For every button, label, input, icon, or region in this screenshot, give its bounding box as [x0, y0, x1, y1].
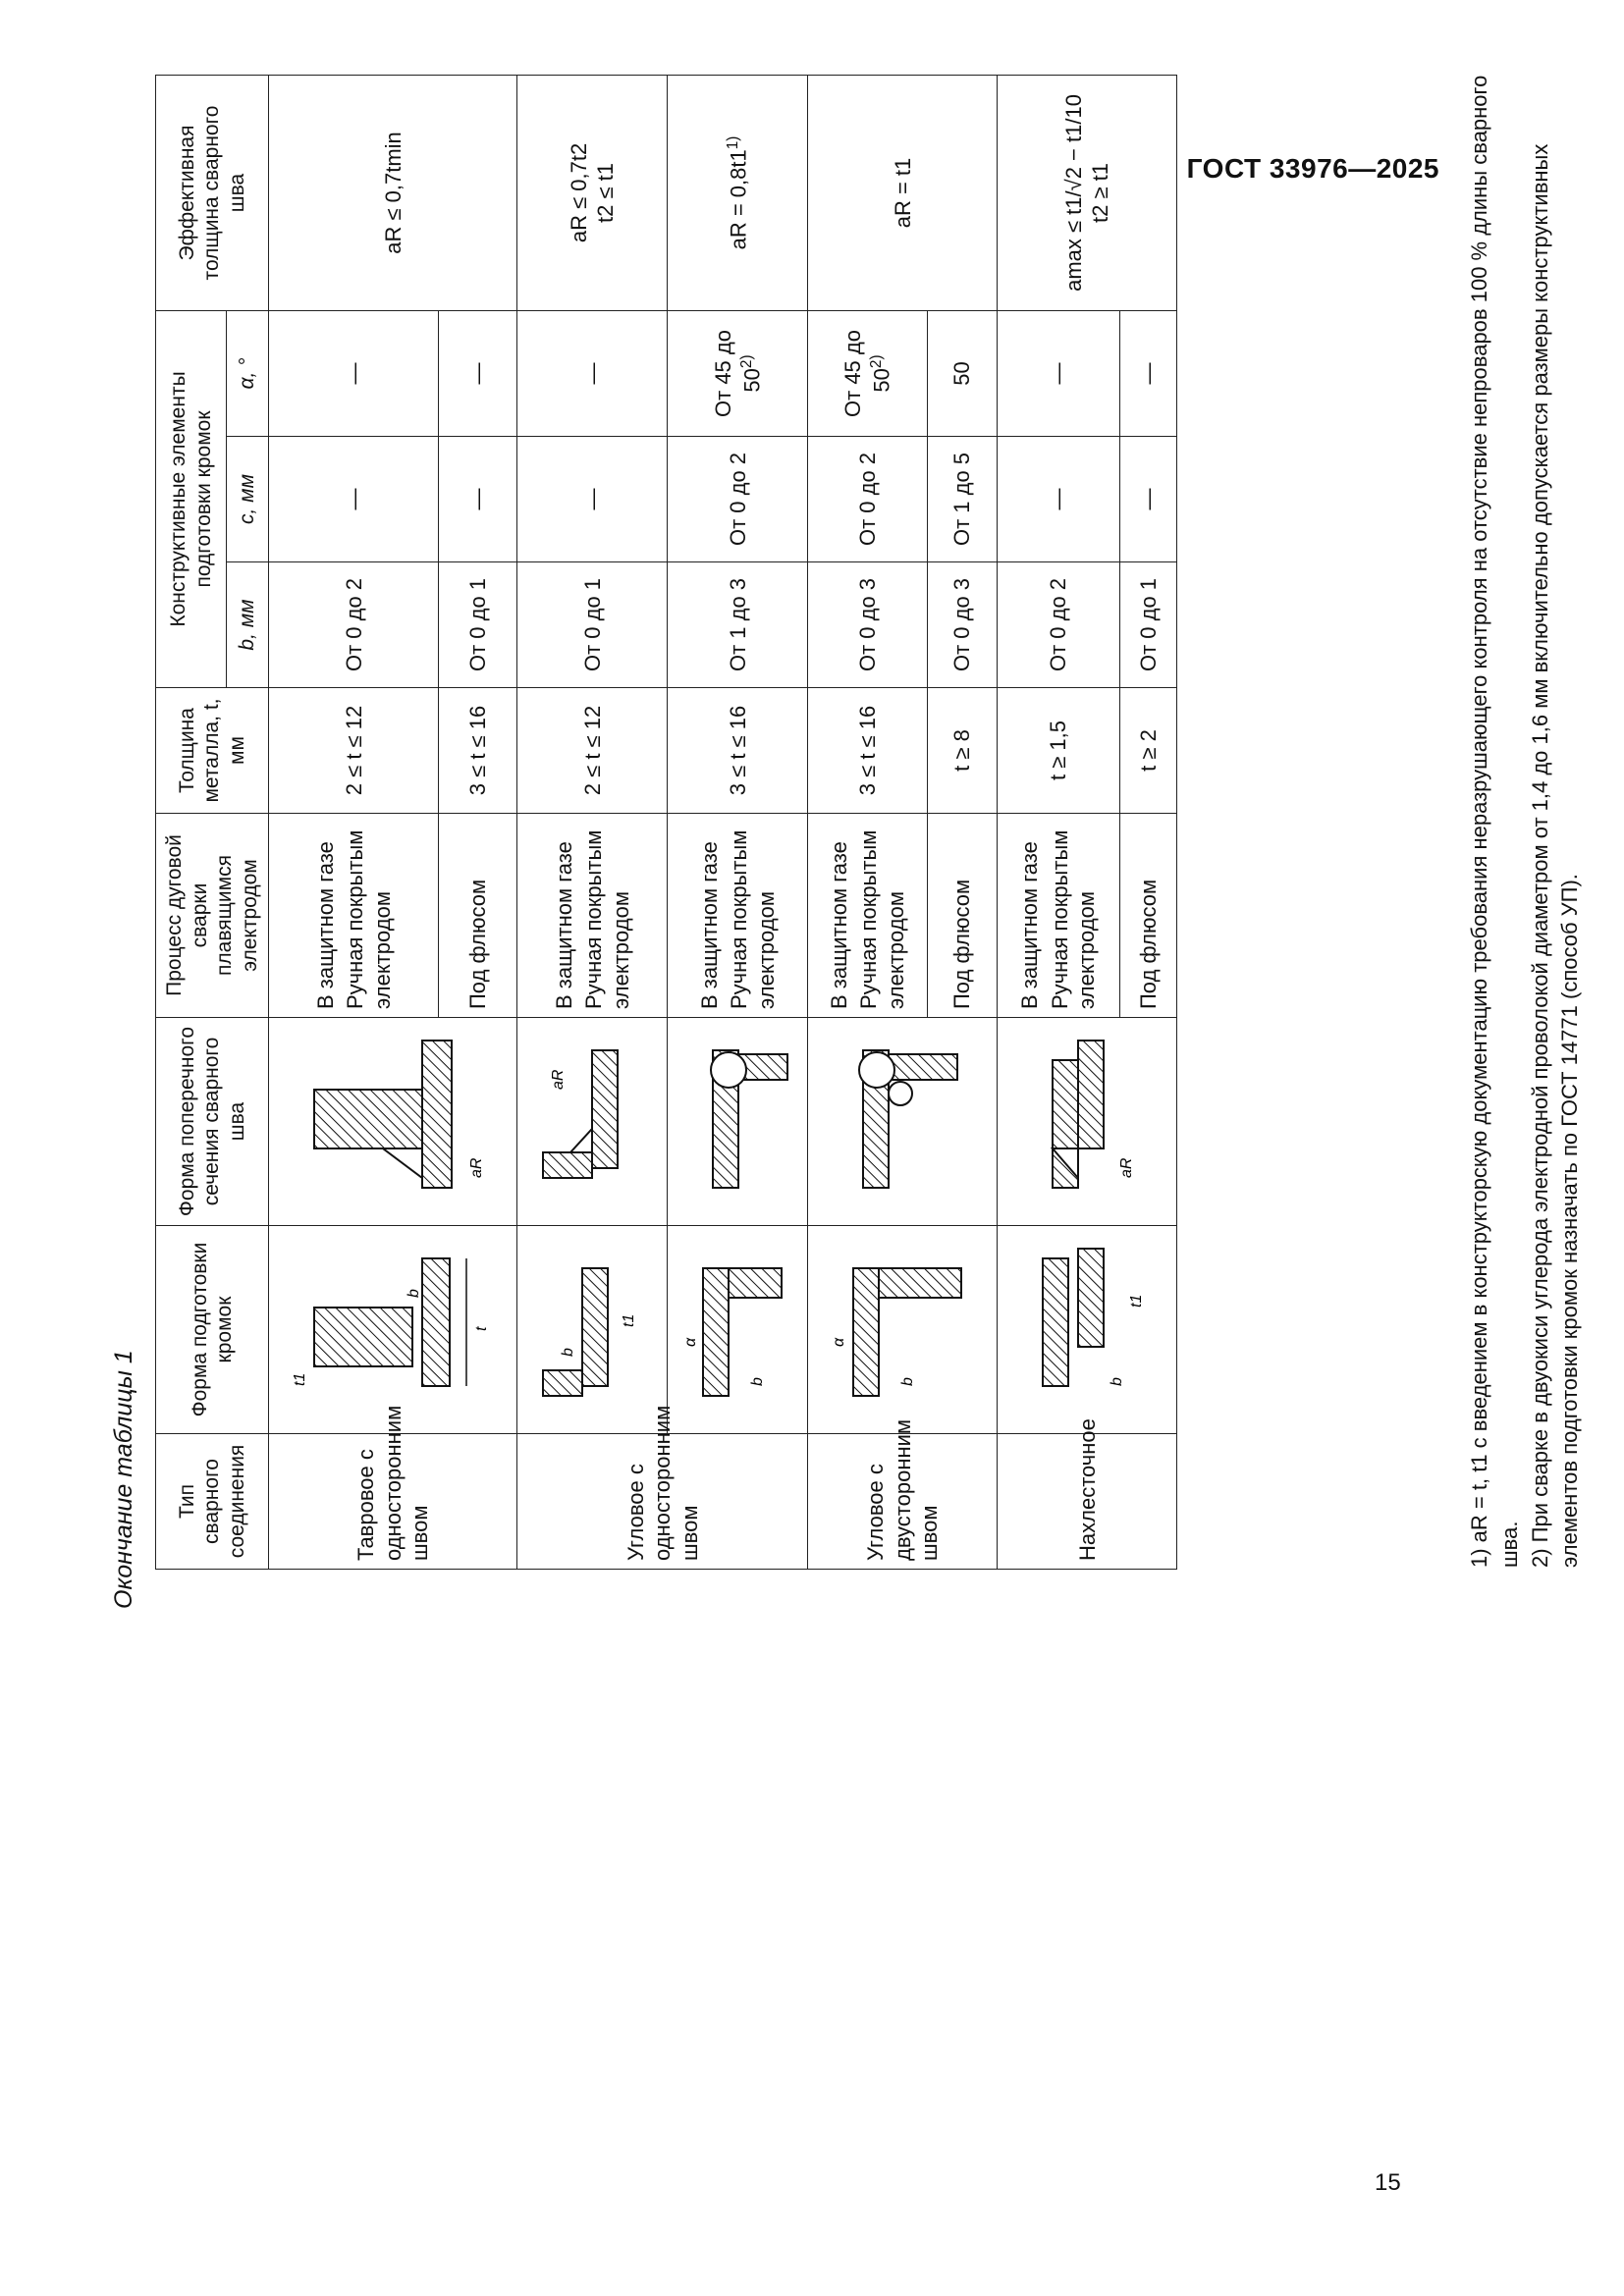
c-cell: — [1119, 437, 1177, 562]
col-b: b, мм [227, 562, 269, 688]
b-cell: От 0 до 2 [998, 562, 1119, 688]
eff-line-1: amax ≤ t1/√2 − t1/10 [1060, 94, 1086, 292]
process-cell [998, 814, 1119, 1018]
edge-form-figure [668, 1226, 808, 1434]
process-manual: Ручная покрытым электродом [1047, 829, 1100, 1009]
thickness-cell: 2 ≤ t ≤ 12 [517, 688, 668, 814]
svg-text:b: b [1109, 1377, 1126, 1386]
table-row [269, 75, 439, 1569]
process-gas: В защитном газе [696, 841, 722, 1009]
section-form-figure [517, 1018, 668, 1226]
eff-cell [517, 75, 668, 310]
alpha-cell: — [269, 310, 439, 436]
col-elements: Конструктивные элементы подготовки кромок [156, 310, 227, 687]
alpha-cell [808, 310, 927, 436]
process-gas: В защитном газе [1017, 841, 1043, 1009]
b-cell: От 0 до 3 [927, 562, 998, 688]
joint-type-cell: Угловое с двусторонним швом [808, 1434, 998, 1570]
b-cell: От 0 до 1 [517, 562, 668, 688]
b-cell: От 1 до 3 [668, 562, 808, 688]
svg-text:t: t [473, 1326, 491, 1331]
edge-form-figure [269, 1226, 517, 1434]
svg-text:b: b [899, 1377, 917, 1386]
c-cell: От 0 до 2 [668, 437, 808, 562]
footnote-ref: 1) [725, 135, 742, 150]
thickness-cell: t ≥ 1,5 [998, 688, 1119, 814]
process-manual: Ручная покрытым электродом [856, 829, 908, 1009]
footnote-ref: 2) [867, 354, 885, 369]
svg-text:α: α [682, 1337, 700, 1347]
footnotes [1465, 56, 1586, 1568]
svg-text:aR: aR [468, 1157, 486, 1178]
b-cell: От 0 до 2 [269, 562, 439, 688]
col-section-form: Форма поперечного сечения сварного шва [156, 1018, 269, 1226]
col-thickness: Толщина металла, t, мм [156, 688, 269, 814]
eff-line-1: aR ≤ 0,7t2 [566, 142, 591, 243]
section-form-figure [269, 1018, 517, 1226]
footnote-2: 2) При сварке в двуокиси углерода электродной проволокой диаметром от 1,4 до 1,6 мм включительно допускается размеры конструктивных элементов подготовки кромок назначать по ГОСТ 14771 (способ УП). [1527, 143, 1583, 1568]
svg-text:t1: t1 [621, 1313, 638, 1327]
svg-text:b: b [560, 1348, 577, 1357]
table-row [998, 75, 1119, 1569]
c-cell: — [998, 437, 1119, 562]
alpha-cell: 50 [927, 310, 998, 436]
joint-type-cell: Нахлесточное [998, 1434, 1177, 1570]
table-row [808, 75, 927, 1569]
svg-text:α: α [831, 1337, 848, 1347]
col-eff: Эффективная толщина сварного шва [156, 75, 269, 310]
svg-text:b: b [406, 1289, 423, 1298]
thickness-cell: t ≥ 8 [927, 688, 998, 814]
alpha-cell: — [1119, 310, 1177, 436]
process-manual: Ручная покрытым электродом [581, 829, 633, 1009]
col-c: c, мм [227, 437, 269, 562]
thickness-cell: 3 ≤ t ≤ 16 [808, 688, 927, 814]
svg-text:aR: aR [550, 1069, 568, 1090]
page-number: 15 [1375, 2169, 1401, 2196]
section-form-figure [668, 1018, 808, 1226]
eff-line-2: t2 ≥ t1 [1088, 162, 1113, 223]
section-form-figure [808, 1018, 998, 1226]
col-process: Процесс дуговой сварки плавящимся электродом [156, 814, 269, 1018]
weld-joints-table [155, 75, 1177, 1570]
header-row-1 [156, 75, 227, 1569]
svg-text:t1: t1 [1128, 1294, 1146, 1308]
eff-cell [668, 75, 808, 310]
process-gas: В защитном газе [826, 841, 851, 1009]
joint-type-cell: Угловое с односторонним швом [517, 1434, 808, 1570]
process-flux: Под флюсом [927, 814, 998, 1018]
eff-line-2: t2 ≤ t1 [593, 162, 619, 223]
thickness-cell: t ≥ 2 [1119, 688, 1177, 814]
process-flux: Под флюсом [439, 814, 517, 1018]
col-alpha: α, ° [227, 310, 269, 436]
edge-form-figure [808, 1226, 998, 1434]
footnote-ref: 2) [737, 354, 755, 369]
c-cell: От 1 до 5 [927, 437, 998, 562]
c-cell: — [517, 437, 668, 562]
thickness-cell: 3 ≤ t ≤ 16 [439, 688, 517, 814]
table-caption: Окончание таблицы 1 [110, 1350, 137, 1609]
c-cell: От 0 до 2 [808, 437, 927, 562]
eff-cell: aR = t1 [808, 75, 998, 310]
alpha-value: От 45 до 50 [711, 330, 765, 417]
footnote-1: 1) aR = t, t1 с введением в конструкторскую документацию требования неразрушающего контроля на отсутствие непроваров 100 % длины сварного шва. [1467, 75, 1522, 1568]
b-cell: От 0 до 1 [1119, 562, 1177, 688]
process-gas: В защитном газе [551, 841, 576, 1009]
table-row [668, 75, 808, 1569]
process-flux: Под флюсом [1119, 814, 1177, 1018]
thickness-cell: 3 ≤ t ≤ 16 [668, 688, 808, 814]
c-cell: — [269, 437, 439, 562]
eff-cell [998, 75, 1177, 310]
eff-value: aR = 0,8t1 [726, 149, 751, 250]
svg-text:t1: t1 [292, 1372, 309, 1386]
alpha-cell: — [439, 310, 517, 436]
process-cell [668, 814, 808, 1018]
alpha-cell [668, 310, 808, 436]
process-manual: Ручная покрытым электродом [727, 829, 779, 1009]
process-manual: Ручная покрытым электродом [343, 829, 395, 1009]
alpha-value: От 45 до 50 [840, 330, 894, 417]
c-cell: — [439, 437, 517, 562]
edge-form-figure [517, 1226, 668, 1434]
document-code: ГОСТ 33976—2025 [1186, 153, 1439, 184]
alpha-cell: — [517, 310, 668, 436]
process-cell [269, 814, 439, 1018]
table-row [517, 75, 668, 1569]
process-gas: В защитном газе [312, 841, 338, 1009]
b-cell: От 0 до 1 [439, 562, 517, 688]
joint-type-cell: Тавровое с односторонним швом [269, 1434, 517, 1570]
b-cell: От 0 до 3 [808, 562, 927, 688]
col-joint-type: Тип сварного соединения [156, 1434, 269, 1570]
alpha-cell: — [998, 310, 1119, 436]
process-cell [517, 814, 668, 1018]
section-form-figure [998, 1018, 1177, 1226]
edge-form-figure [998, 1226, 1177, 1434]
svg-text:aR: aR [1118, 1157, 1136, 1178]
col-edge-form: Форма подготовки кромок [156, 1226, 269, 1434]
process-cell [808, 814, 927, 1018]
thickness-cell: 2 ≤ t ≤ 12 [269, 688, 439, 814]
svg-text:b: b [749, 1377, 767, 1386]
eff-cell: aR ≤ 0,7tmin [269, 75, 517, 310]
